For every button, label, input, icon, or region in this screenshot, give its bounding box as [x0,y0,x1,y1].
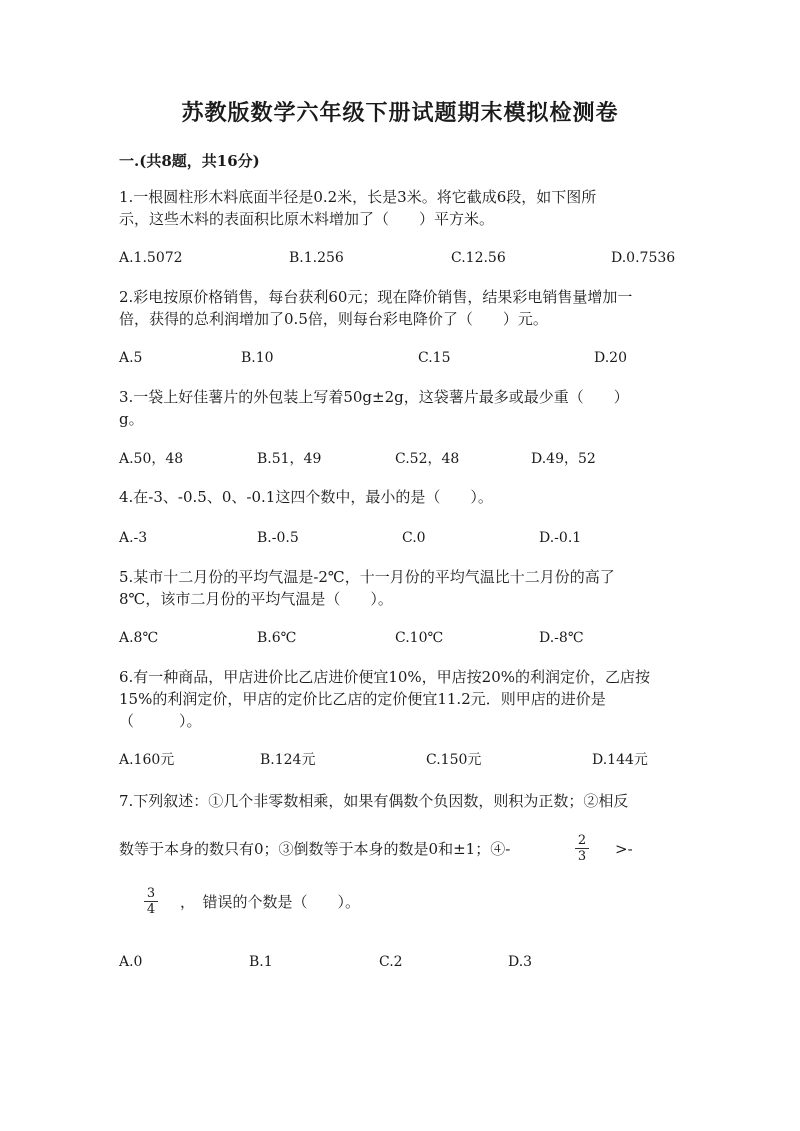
question-5-options [119,627,709,649]
question-text-line: 5.某市十二月份的平均气温是-2℃，十一月份的平均气温比十二月份的高了 [119,568,615,586]
option-a: A.1.5072 [119,250,183,266]
fraction-denominator: 4 [146,902,156,917]
option-b: B.124元 [260,752,316,768]
option-a: A.-3 [119,530,148,546]
question-4 [119,486,689,508]
option-d: D.20 [594,350,627,366]
option-b: B.1 [249,954,273,970]
greater-than-sign: >- [615,840,633,858]
question-1-options [119,247,709,269]
option-d: D.144元 [592,752,648,768]
question-5 [119,566,689,610]
question-7 [119,790,689,812]
option-c: C.12.56 [451,250,506,266]
option-a: A.160元 [119,752,175,768]
question-7-options [119,951,709,973]
fraction-numerator: 3 [144,886,158,902]
option-d: D.-8℃ [539,630,584,646]
question-text-line: 1.一根圆柱形木料底面半径是0.2米，长是3米。将它截成6段，如下图所 [119,188,597,206]
option-d: D.49，52 [531,451,596,467]
question-2 [119,286,689,330]
question-text-line: （ ）。 [119,712,202,730]
option-b: B.6℃ [257,630,297,646]
question-1 [119,186,689,230]
question-text-line: 2.彩电按原价格销售，每台获利60元；现在降价销售，结果彩电销售量增加一 [119,288,633,306]
option-c: C.2 [379,954,403,970]
option-a: A.0 [119,954,143,970]
question-6-options [119,749,709,771]
question-text-line: 4.在-3、-0.5、0、-0.1这四个数中，最小的是（ ）。 [119,488,493,506]
option-b: B.51，49 [257,451,322,467]
option-c: C.52，48 [395,451,460,467]
option-d: D.3 [508,954,533,970]
section-heading: 一.(共8题，共16分) [119,152,260,170]
option-a: A.8℃ [119,630,159,646]
option-c: C.10℃ [395,630,444,646]
fraction-three-quarters [144,886,158,917]
question-3-options [119,448,709,470]
option-c: C.15 [418,350,451,366]
option-b: B.1.256 [289,250,344,266]
fraction-numerator: 2 [575,833,589,849]
question-3 [119,386,689,430]
option-d: D.0.7536 [611,250,676,266]
option-c: C.0 [402,530,426,546]
page-title: 苏教版数学六年级下册试题期末模拟检测卷 [181,100,619,126]
option-d: D.-0.1 [539,530,582,546]
option-b: B.10 [241,350,274,366]
option-c: C.150元 [426,752,482,768]
option-b: B.-0.5 [257,530,299,546]
question-text-line: 7.下列叙述：①几个非零数相乘，如果有偶数个负因数，则积为正数；②相反 [119,792,629,810]
question-text-line: ， 错误的个数是（ ）。 [180,893,361,911]
question-text-line: g。 [119,410,144,428]
option-a: A.50，48 [119,451,184,467]
question-text-line: 倍，获得的总利润增加了0.5倍，则每台彩电降价了（ ）元。 [119,310,548,328]
question-text-line: 15%的利润定价，甲店的定价比乙店的定价便宜11.2元．则甲店的进价是 [119,690,606,708]
question-text-line: 数等于本身的数只有0；③倒数等于本身的数是0和±1；④- [119,840,511,858]
question-4-options [119,527,709,549]
question-text-line: 3.一袋上好佳薯片的外包装上写着50g±2g，这袋薯片最多或最少重（ ） [119,388,629,406]
question-2-options [119,347,709,369]
question-6 [119,666,689,732]
question-text-line: 6.有一种商品，甲店进价比乙店进价便宜10%，甲店按20%的利润定价，乙店按 [119,668,650,686]
question-text-line: 示，这些木料的表面积比原木料增加了（ ）平方米。 [119,210,495,228]
fraction-two-thirds [575,833,589,864]
fraction-denominator: 3 [577,849,587,864]
question-text-line: 8℃，该市二月份的平均气温是（ ）。 [119,590,393,608]
option-a: A.5 [119,350,143,366]
